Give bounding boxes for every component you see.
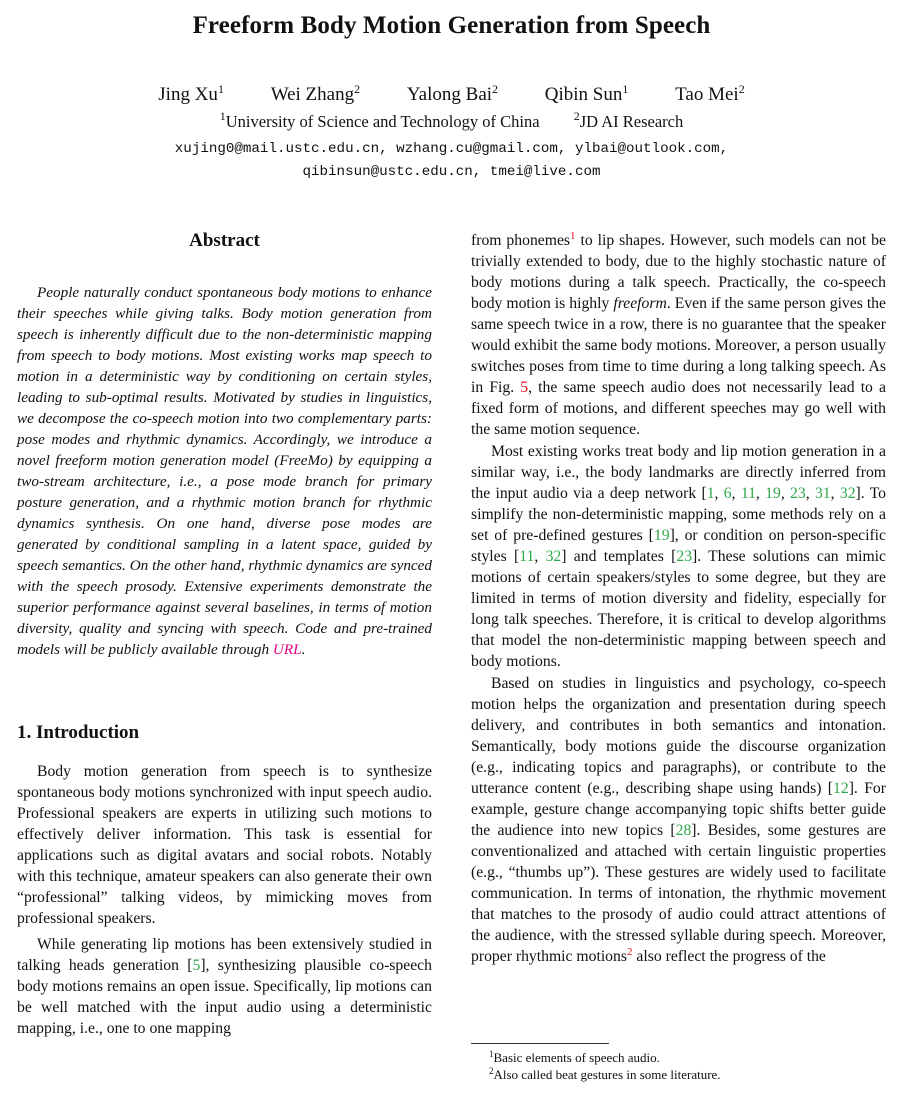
body-paragraph-1: from phonemes$^1$ to lip shapes. However, such models can not be trivially extended to body, due to the highly stochastic nature of body motions during a talk speech. Practically, the co-speech body motion is highly freeform. Even if the same person gives the same speech twice in a row, there is no guarantee that the speaker would exhibit the same body motions. Moreover, a person usually switches poses from time to time during a long talking speech. As in Fig. 5, the same speech audio does not necessarily lead to a fixed form of motions, and different speeches may go well with the same motion sequence. (471, 230, 886, 438)
citation-link[interactable]: 28 (675, 822, 692, 839)
citation-link[interactable]: 11 (519, 548, 535, 565)
abstract-text: People naturally conduct spontaneous body motions to enhance their speeches while giving talks. Body motion generation from speech is inherently difficult due to the non-deterministic mapping from speech to body motions. Most existing works map speech to motion in a deterministic way by conditioning on certain styles, leading to sub-optimal results. Motivated by studies in linguistics, we decompose the co-speech motion into two complementary parts: pose modes and rhythmic dynamics. Accordingly, we introduce a novel freeform motion generation model (FreeMo) by equipping a two-stream architecture, i.e., a pose mode branch for primary posture generation, and a rhythmic motion branch for rhythmic dynamics synthesis. On one hand, diverse pose modes are generated by conditional sampling in a latent space, guided by speech semantics. On the other hand, rhythmic dynamics are synced with the speech prosody. Extensive experiments demonstrate the superior performance against several baselines, in terms of motion diversity, quality and syncing with speech. Code and pre-trained models will be publicly available through URL. (17, 284, 432, 658)
affiliation: $^2$JD AI Research (573, 109, 684, 131)
footnote: $^2$Also called beat gestures in some literature. (489, 1066, 721, 1082)
citation-link[interactable]: 5 (192, 957, 201, 974)
intro-paragraph-1: Body motion generation from speech is to synthesize spontaneous body motions synchronized with input speech audio. Professional speakers are experts in utilizing such motions to effectively deliver information. This task is essential for applications such as digital avatars and social robots. Notably with this technique, amateur speakers can also generate their own “professional” talking videos, by mimicking moves from professional speakers. (17, 763, 432, 927)
author-emails (0, 138, 903, 184)
citation-link[interactable]: 12 (833, 780, 849, 797)
author: Jing Xu$^1$ (158, 82, 224, 105)
intro-paragraph-2: While generating lip motions has been extensively studied in talking heads generation [5], synthesizing plausible co-speech body motions remains an open issue. Specifically, lip motions can be well matched with the input audio using a deterministic mapping, i.e., one to one mapping (17, 936, 432, 1037)
citation-link[interactable]: 11 (740, 485, 756, 502)
affiliations (0, 109, 903, 132)
author: Wei Zhang$^2$ (270, 82, 361, 105)
footnote-divider (471, 1043, 609, 1044)
right-column (471, 230, 886, 967)
email-line: xujing0@mail.ustc.edu.cn, wzhang.cu@gmail.com, ylbai@outlook.com, (174, 141, 729, 157)
citation-link[interactable]: 31 (814, 485, 831, 502)
citation-link[interactable]: 23 (676, 548, 693, 565)
footnote: $^1$Basic elements of speech audio. (489, 1049, 660, 1065)
figure-reference-link[interactable]: 5 (520, 379, 529, 396)
body-paragraph-2: Most existing works treat body and lip motion generation in a similar way, i.e., the body landmarks are directly inferred from the input audio via a deep network [1, 6, 11, 19, 23, 31, 32]. To simplify the non-deterministic mapping, some methods rely on a set of pre-defined gestures [19], or condition on person-specific styles [11, 32] and templates [23]. These solutions can mimic motions of certain speakers/styles to some degree, but they are limited in terms of motion diversity and fidelity, especially for long talk speeches. Therefore, it is critical to develop algorithms that model the non-deterministic mapping between speech and body motions. (471, 443, 887, 670)
footnotes (471, 1043, 886, 1083)
citation-link[interactable]: 6 (723, 485, 732, 502)
body-paragraph-3: Based on studies in linguistics and psychology, co-speech motion helps the organization and presentation during speech delivery, and contributes in both semantics and intonation. Semantically, body motions guide the discourse organization (e.g., indicating topics and paragraphs), or contribute to the utterance content (e.g., describing shape using hands) [12]. For example, gesture change accompanying topic shifts better guide the audience into new topics [28]. Besides, some gestures are conventionalized and attached with certain linguistic properties (e.g., “thumbs up”). These gestures are widely used to facilitate communication. In terms of intonation, the rhythmic movement that matches to the prosody of audio could attract attentions of the audience, with the stressed syllable during speech. Moreover, proper rhythmic motions$^2$ also reflect the progress of the (471, 675, 886, 965)
citation-link[interactable]: 32 (545, 548, 562, 565)
section-heading-introduction: 1. Introduction (17, 722, 140, 743)
paper-title: Freeform Body Motion Generation from Speech (192, 12, 711, 39)
author: Tao Mei$^2$ (675, 82, 745, 105)
abstract-heading: Abstract (189, 230, 260, 251)
email-line: qibinsun@ustc.edu.cn, tmei@live.com (302, 164, 601, 180)
author: Yalong Bai$^2$ (406, 82, 499, 105)
left-column (17, 230, 432, 1039)
affiliation: $^1$University of Science and Technology of China (219, 109, 540, 131)
citation-link[interactable]: 23 (790, 485, 806, 502)
footnote-marker[interactable]: 1 (570, 230, 576, 242)
code-url-link[interactable]: URL (272, 641, 302, 658)
citation-link[interactable]: 1 (706, 485, 715, 502)
citation-link[interactable]: 19 (653, 527, 670, 544)
author: Qibin Sun$^1$ (544, 82, 629, 105)
citation-link[interactable]: 32 (839, 485, 856, 502)
footnote-marker[interactable]: 2 (626, 946, 633, 958)
author-list (0, 84, 903, 106)
citation-link[interactable]: 19 (765, 485, 781, 502)
